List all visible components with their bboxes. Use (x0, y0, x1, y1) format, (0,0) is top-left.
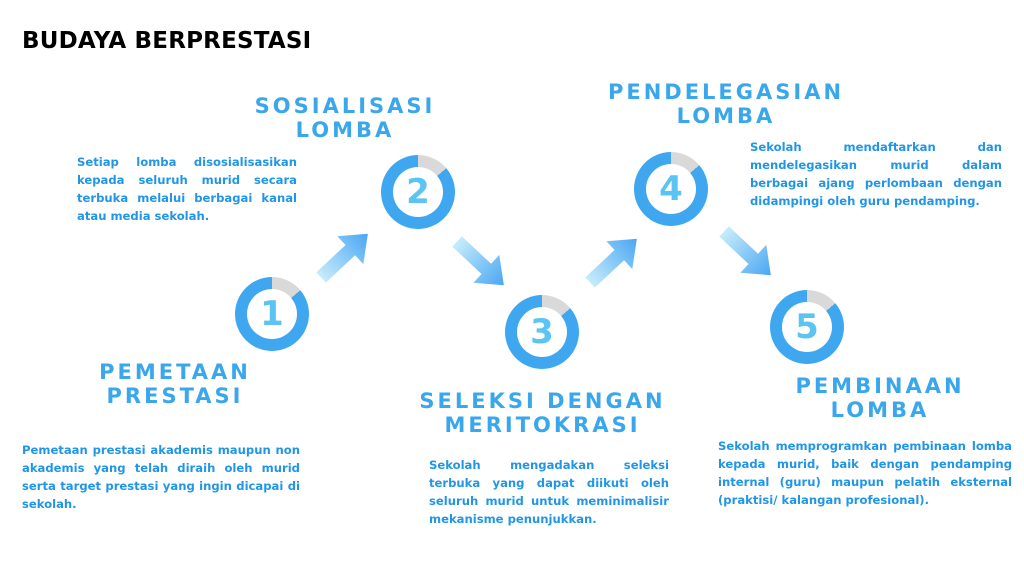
step-5-ring (770, 290, 844, 364)
step-3-heading-line2: MERITOKRASI (444, 413, 641, 437)
arrow-4-to-5 (711, 218, 784, 289)
step-5-heading-line1: PEMBINAAN (795, 374, 965, 398)
step-1-heading-line1: PEMETAAN (99, 360, 251, 384)
step-2-number: 2 (406, 172, 430, 212)
step-4-heading (596, 80, 856, 128)
arrow-2-to-3 (444, 228, 517, 299)
page-title: BUDAYA BERPRESTASI (22, 28, 312, 54)
arrow-1-to-2 (308, 220, 381, 291)
step-4-heading-line2: LOMBA (676, 104, 776, 128)
step-2-ring (381, 155, 455, 229)
step-3-number: 3 (530, 312, 554, 352)
step-1-number: 1 (260, 294, 284, 334)
step-1-ring (235, 277, 309, 351)
step-4-number: 4 (659, 169, 683, 209)
step-5-description: Sekolah memprogramkan pembinaan lomba kepada murid, baik dengan pendamping internal (guru) maupun pelatih eksternal (praktisi/ kalangan profesional). (718, 439, 1012, 507)
step-2-heading-line2: LOMBA (295, 118, 395, 142)
step-2-heading (225, 94, 465, 142)
step-4-description: Sekolah mendaftarkan dan mendelegasikan murid dalam berbagai ajang perlombaan dengan didampingi oleh guru pendamping. (750, 140, 1002, 208)
arrow-3-to-4 (577, 225, 650, 296)
step-3-heading-line1: SELEKSI DENGAN (419, 389, 666, 413)
step-2-heading-line1: SOSIALISASI (254, 94, 436, 118)
step-5-heading-line2: LOMBA (830, 398, 930, 422)
step-4-ring (634, 152, 708, 226)
step-1-heading-line2: PRESTASI (106, 384, 244, 408)
step-3-heading (415, 389, 670, 437)
step-4-heading-line1: PENDELEGASIAN (607, 80, 845, 104)
step-2-description: Setiap lomba disosialisasikan kepada seluruh murid secara terbuka melalui berbagai kanal atau media sekolah. (77, 155, 297, 223)
step-5-number: 5 (795, 307, 819, 347)
step-3-ring (505, 295, 579, 369)
step-5-heading (775, 374, 985, 422)
step-1-heading (70, 360, 280, 408)
step-1-description: Pemetaan prestasi akademis maupun non akademis yang telah diraih oleh murid serta target prestasi yang ingin dicapai di sekolah. (22, 443, 300, 511)
step-3-description: Sekolah mengadakan seleksi terbuka yang dapat diikuti oleh seluruh murid untuk meminimalisir mekanisme penunjukkan. (429, 458, 669, 526)
